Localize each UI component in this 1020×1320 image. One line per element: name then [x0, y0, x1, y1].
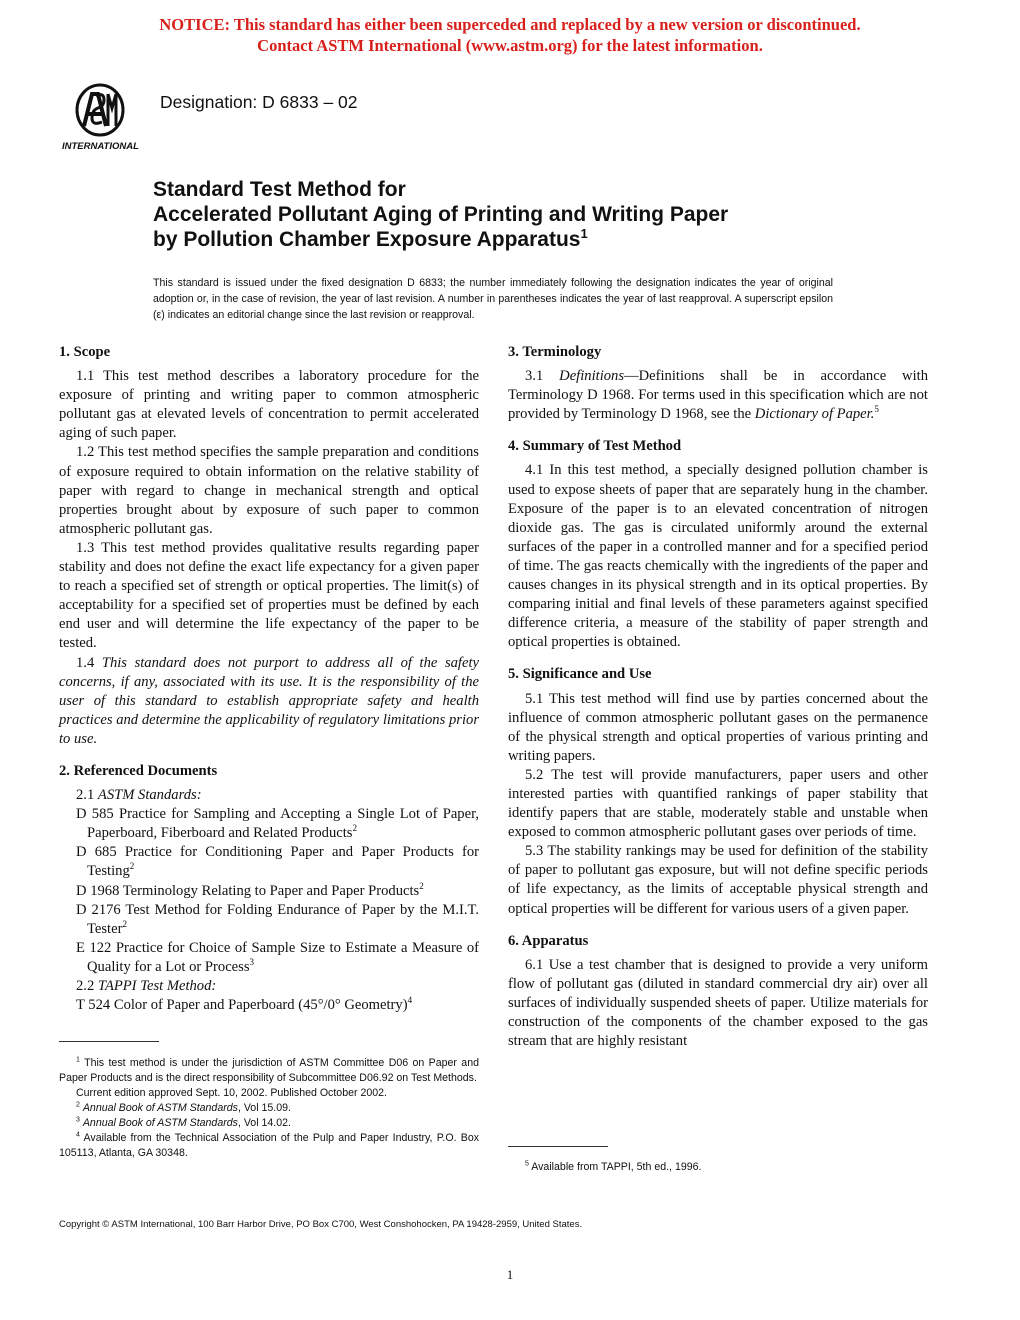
para-1-4-text: This standard does not purport to address all of the safety concerns, if any, associated with its use. It is the responsibility of the user of this standard to establish appropriate safety and health practices and determine the applicability of regulatory limitations prior to use.: [59, 654, 479, 747]
footnote-1-approval: Current edition approved Sept. 10, 2002. Published October 2002.: [76, 1087, 387, 1099]
reference-footnote-ref[interactable]: 2: [419, 880, 424, 891]
section-2-heading: 2. Referenced Documents: [59, 762, 218, 779]
para-1-4-number: 1.4: [76, 654, 95, 671]
reference-text[interactable]: T 524 Color of Paper and Paperboard (45°/0° Geometry): [76, 997, 408, 1014]
supersession-notice: [0, 14, 1020, 56]
footnote-4-mark: 4: [76, 1131, 80, 1139]
left-column: [59, 343, 479, 1015]
para-3-1: [508, 367, 928, 424]
logo-wordmark: INTERNATIONAL: [62, 141, 139, 152]
footnotes-left: [59, 1056, 479, 1161]
footnote-1: [59, 1056, 479, 1086]
right-column: [508, 343, 928, 1051]
section-5-heading: 5. Significance and Use: [508, 666, 652, 683]
reference-footnote-ref[interactable]: 2: [129, 861, 135, 872]
footnote-2: [59, 1101, 479, 1116]
para-5-1: 5.1 This test method will find use by parties concerned about the influence of common atmospheric pollutant gases on the permanence of the physical strength and optical properties of various printing and writing papers.: [508, 690, 928, 764]
reference-footnote-ref[interactable]: 2: [122, 918, 127, 929]
section-3-heading: 3. Terminology: [508, 344, 602, 360]
section-4-heading: 4. Summary of Test Method: [508, 438, 682, 455]
reference-footnote-ref[interactable]: 2: [352, 823, 357, 834]
footnote-5-text: Available from TAPPI, 5th ed., 1996.: [531, 1161, 702, 1173]
para-3-1-footnote-ref[interactable]: 5: [874, 404, 879, 415]
reference-text[interactable]: E 122 Practice for Choice of Sample Size to Estimate a Measure of Quality for a Lot or Process: [76, 939, 479, 975]
footnote-rule-right: [508, 1146, 608, 1147]
reference-item: [59, 901, 479, 939]
para-2-2-number: 2.2: [76, 978, 95, 994]
footnote-3-volume: , Vol 14.02.: [237, 1117, 291, 1129]
title-line-3: [153, 227, 728, 252]
preamble-note: This standard is issued under the fixed designation D 6833; the number immediately following the designation indicates the year of original adoption or, in the case of revision, the year of last revision. A number in parentheses indicates the year of last reapproval. A superscript epsilon (ε) indicates an editorial change since the last revision or reapproval.: [153, 277, 833, 321]
footnote-3-book: Annual Book of ASTM Standards: [82, 1117, 238, 1129]
notice-line-2: Contact ASTM International (www.astm.org) for the latest information.: [257, 36, 763, 55]
tappi-reference-item: [59, 996, 479, 1015]
para-1-2: 1.2 This test method specifies the sample preparation and conditions of exposure required to obtain information on the relative stability of paper with regard to change in mechanical strength and optical properties brought about by exposure of such paper to common atmospheric pollutant gas.: [59, 444, 479, 537]
para-3-1-number: 3.1: [525, 368, 544, 385]
footnote-3: [59, 1116, 479, 1131]
designation: Designation: D 6833 – 02: [160, 92, 358, 112]
section-6-heading: 6. Apparatus: [508, 932, 589, 949]
footnote-1-mark: 1: [76, 1056, 80, 1064]
para-3-1-book: Dictionary of Paper.: [754, 406, 875, 423]
title-line-3-text: by Pollution Chamber Exposure Apparatus: [153, 228, 581, 251]
para-3-1-text: —Definitions shall be in accordance with Terminology D 1968. For terms used in this specification which are not provided by Terminology D 1968, see the: [508, 368, 929, 423]
reference-footnote-ref[interactable]: 3: [249, 957, 255, 968]
para-1-4: [59, 654, 479, 749]
reference-footnote-ref[interactable]: 4: [407, 995, 413, 1006]
page-number: 1: [506, 1267, 514, 1282]
title-line-1: Standard Test Method for: [153, 178, 406, 201]
para-2-1-number: 2.1: [76, 787, 95, 804]
astm-logo-icon: [60, 80, 146, 152]
para-5-3: 5.3 The stability rankings may be used for definition of the stability of paper to pollutant gas exposure, but will not define specific periods of life expectancy, as the limits of acceptable physical strength and optical properties will be different for various users of a given paper.: [508, 843, 928, 917]
footnote-4-text: Available from the Technical Association of the Pulp and Paper Industry, P.O. Box 105113, Atlanta, GA 30348.: [59, 1132, 480, 1159]
section-1-heading: 1. Scope: [59, 344, 111, 360]
reference-item: [59, 939, 479, 977]
footnote-2-book: Annual Book of ASTM Standards: [82, 1102, 238, 1114]
footnote-2-volume: , Vol 15.09.: [237, 1102, 291, 1114]
footnote-3-mark: 3: [76, 1116, 80, 1124]
reference-text[interactable]: D 685 Practice for Conditioning Paper and Paper Products for Testing: [76, 844, 479, 880]
para-1-3: 1.3 This test method provides qualitative results regarding paper stability and does not define the exact life expectancy for a given paper to reach a specified set of strength or optical properties. The limit(s) of acceptability for a specified set of properties must be defined by each end user and will determine the life expectancy of the paper to be tested.: [59, 539, 479, 652]
para-2-2-text: TAPPI Test Method:: [97, 978, 217, 994]
footnote-4: [59, 1131, 479, 1161]
footnote-1-text: This test method is under the jurisdiction of ASTM Committee D06 on Paper and Paper Products and is the direct responsibility of Subcommittee D06.92 on Test Methods.: [59, 1057, 479, 1084]
reference-item: [59, 805, 479, 843]
para-2-2: [59, 977, 479, 996]
para-6-1: 6.1 Use a test chamber that is designed to provide a very uniform flow of pollutant gas (diluted in standard commercial dry air) over all surfaces of individually suspended sheets of paper. Utilize materials for construction of the components of the chamber exposed to the gas stream that are highly resistant: [508, 956, 928, 1050]
para-3-1-label: Definitions: [559, 368, 625, 385]
document-title: [153, 177, 728, 252]
notice-line-1: NOTICE: This standard has either been superceded and replaced by a new version or discontinued.: [159, 15, 861, 34]
footnote-rule-left: [59, 1041, 159, 1042]
para-1-1: 1.1 This test method describes a laboratory procedure for the exposure of printing and writing paper to common atmospheric pollutant gas at elevated levels of concentration to permit accelerated aging of such paper.: [59, 368, 479, 442]
copyright-line: Copyright © ASTM International, 100 Barr Harbor Drive, PO Box C700, West Conshohocken, PA 19428-2959, United States.: [59, 1219, 583, 1230]
para-2-1-text: ASTM Standards:: [97, 787, 202, 804]
reference-item: [59, 843, 479, 881]
title-footnote-ref[interactable]: 1: [580, 226, 588, 241]
astm-logo: [60, 80, 146, 152]
reference-text[interactable]: D 585 Practice for Sampling and Accepting a Single Lot of Paper, Paperboard, Fiberboard and Related Products: [76, 806, 479, 842]
footnote-5: [508, 1160, 928, 1175]
reference-text[interactable]: D 2176 Test Method for Folding Endurance of Paper by the M.I.T. Tester: [76, 901, 479, 937]
title-line-2: Accelerated Pollutant Aging of Printing and Writing Paper: [153, 203, 729, 226]
para-5-2: 5.2 The test will provide manufacturers, paper users and other interested parties with quantified rankings of paper stability that identify papers that are stable, moderately stable and unstable when exposed to common atmospheric pollutant gases over periods of time.: [508, 766, 928, 841]
footnotes-right: [508, 1160, 928, 1175]
footnote-5-mark: 5: [525, 1160, 529, 1168]
reference-text[interactable]: D 1968 Terminology Relating to Paper and Paper Products: [76, 882, 420, 899]
footnote-2-mark: 2: [76, 1101, 80, 1109]
para-4-1: 4.1 In this test method, a specially designed pollution chamber is used to expose sheets of paper that are separately hung in the chamber. Exposure of the paper is to an elevated concentration of nitrogen dioxide gas. The gas is circulated uniformly around the external surfaces of the paper in a controlled manner and for a specified period of time. The gas reacts chemically with the ingredients of the paper and causes changes in its physical strength and in its optical properties. By comparing initial and final levels of these parameters against specified difference criteria, a measure of the stability of paper strength and optical properties is obtained.: [508, 462, 928, 651]
reference-item: [59, 882, 479, 901]
para-2-1: [59, 786, 479, 805]
